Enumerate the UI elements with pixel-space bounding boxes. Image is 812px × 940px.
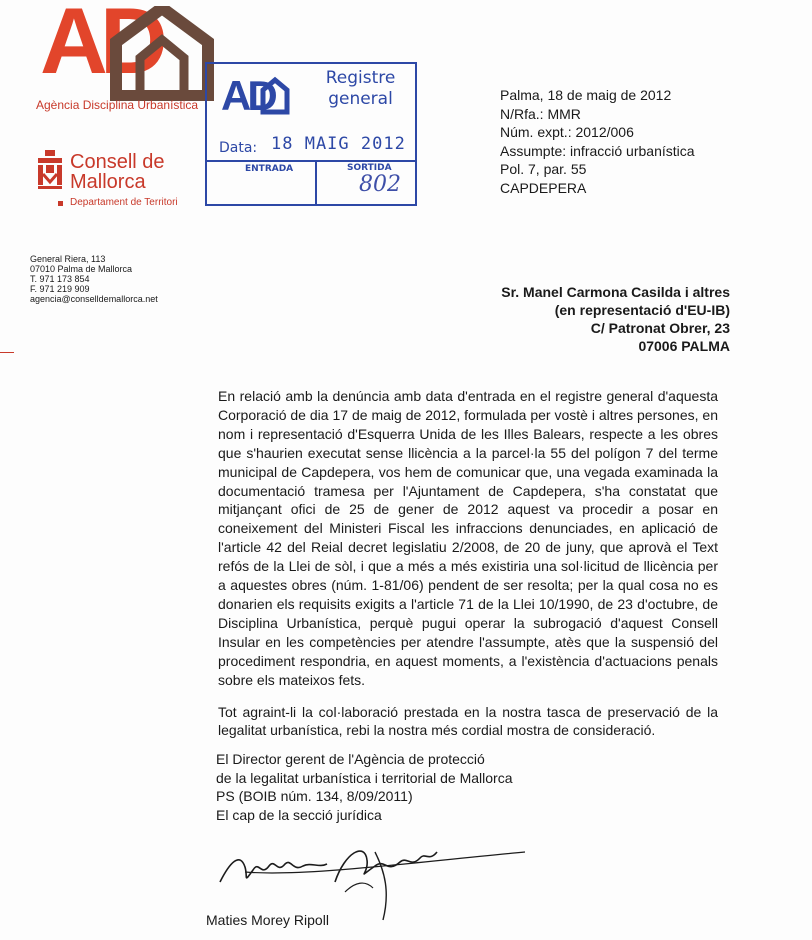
- reference-expt: Núm. expt.: 2012/006: [500, 124, 634, 140]
- sender-address: [30, 254, 158, 304]
- recipient-representation: (en representació d'EU-IB): [554, 302, 730, 318]
- house-icon: [108, 6, 216, 101]
- reference-subject: Assumpte: infracció urbanística: [500, 142, 695, 159]
- stamp-title-line1: Registre: [325, 68, 396, 88]
- stamp-entrada-label: ENTRADA: [245, 164, 294, 174]
- stamp-date-label: Data:: [219, 140, 258, 156]
- signature-block: [216, 750, 512, 824]
- stamp-sortida-label: SORTIDA: [347, 163, 392, 173]
- agency-logo: [40, 2, 180, 97]
- reference-nrfa: N/Rfa.: MMR: [500, 105, 581, 122]
- stamp-logo-icon: [219, 72, 291, 116]
- address-street: General Riera, 113: [30, 254, 106, 264]
- recipient-city: 07006 PALMA: [638, 338, 730, 354]
- consell-name-line2: Mallorca: [70, 171, 146, 193]
- reference-town: CAPDEPERA: [500, 179, 587, 196]
- letter-body: [218, 387, 718, 740]
- stamp-number: 802: [359, 172, 401, 197]
- agency-name: Agència Disciplina Urbanística: [36, 98, 199, 112]
- stamp-title-line2: general: [328, 89, 393, 109]
- body-paragraph-2: Tot agraint-li la col·laboració prestada en la nostra tasca de preservació de la legalitat urbanística, rebi la nostra més cordial mostra de consideració.: [218, 703, 718, 739]
- stamp-divider: [207, 160, 415, 162]
- fold-mark: [0, 352, 14, 353]
- consell-emblem-icon: [36, 150, 64, 190]
- stamp-column-divider: [315, 160, 317, 204]
- department-bullet: [58, 201, 63, 206]
- department-name: Departament de Territori: [70, 197, 178, 208]
- svg-text:AD: AD: [221, 72, 274, 116]
- recipient-name: Sr. Manel Carmona Casilda i altres: [501, 284, 730, 300]
- body-paragraph-1: En relació amb la denúncia amb data d'entrada en el registre general d'aquesta Corporació de dia 17 de maig de 2012, formulada per vostè i altres persones, en nom i representació d'Esquerra Unida de les Illes Balears, respecte a les obres que s'haurien executat sense llicència a la parcel·la 55 del polígon 7 del terme municipal de Capdepera, vos hem de comunicar que, una vegada examinada la documentació tramesa per l'Ajuntament de Capdepera, s'ha constatat que mitjançant ofici de 25 de gener de 2012 aquest va procedir a posar en coneixement del Ministeri Fiscal les infraccions denunciades, en aplicació de l'article 42 del Reial decret legislatiu 2/2008, de 20 de juny, que aprovà el Text refós de la Llei de sòl, i que a més a més existiria una sol·licitud de llicència per a aquestes obres (núm. 1-81/06) pendent de ser resolta; per la qual cosa no es donarien els requisits exigits a l'article 71 de la Llei 10/1990, de 23 d'octubre, de Disciplina Urbanística, perquè pugui operar la subrogació d'aquest Consell Insular en les competències per atendre l'assumpte, atès que la suspensió del procediment respondria, en aquest moments, a l'existència d'actuacions penals sobre els mateixos fets.: [218, 388, 718, 688]
- recipient-street: C/ Patronat Obrer, 23: [590, 320, 730, 336]
- address-phone: T. 971 173 854: [30, 274, 90, 284]
- consell-name-line1: Consell de: [70, 151, 165, 173]
- address-email: agencia@conselldemallorca.net: [30, 294, 158, 304]
- signer-name: Maties Morey Ripoll: [206, 912, 329, 928]
- reference-pol: Pol. 7, par. 55: [500, 161, 587, 177]
- reference-block: [500, 86, 695, 197]
- recipient-block: [501, 283, 730, 355]
- stamp-title: [313, 68, 408, 110]
- place-date: Palma, 18 de maig de 2012: [500, 87, 672, 103]
- signature-line-1: El Director gerent de l'Agència de protecció: [216, 751, 485, 767]
- signature-line-2: de la legalitat urbanística i territorial de Mallorca: [216, 769, 513, 786]
- signature-line-4: El cap de la secció jurídica: [216, 806, 382, 823]
- consell-name: [70, 152, 165, 192]
- signature-line-3: PS (BOIB núm. 134, 8/09/2011): [216, 788, 413, 804]
- stamp-date-value: 18 MAIG 2012: [271, 134, 406, 154]
- handwritten-signature: [215, 822, 535, 922]
- address-city: 07010 Palma de Mallorca: [30, 264, 133, 274]
- registry-stamp: [205, 62, 417, 206]
- address-fax: F. 971 219 909: [30, 284, 90, 294]
- agency-logo-letters: AD: [40, 0, 160, 93]
